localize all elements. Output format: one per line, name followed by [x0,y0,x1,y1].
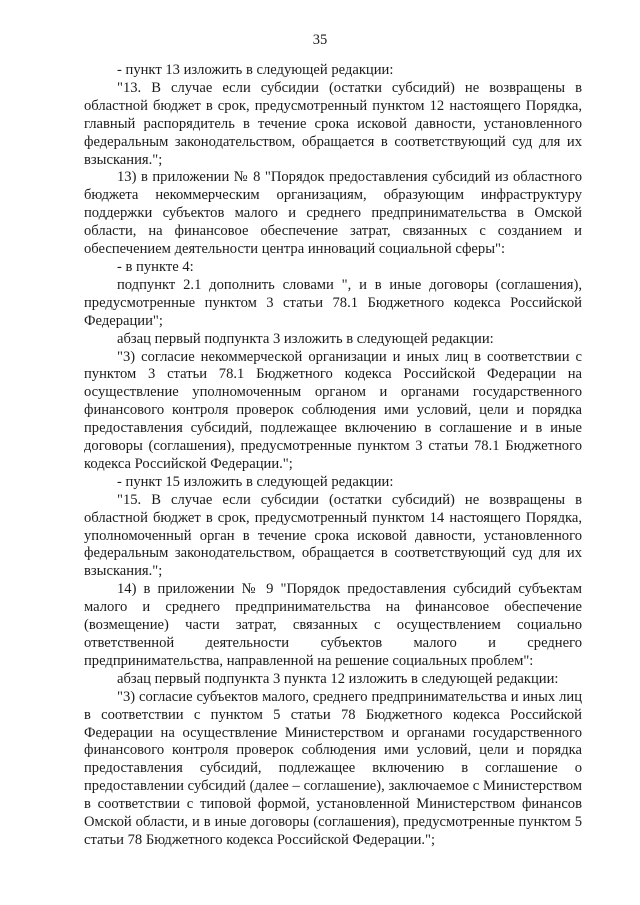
paragraph-item-15-text: "15. В случае если субсидии (остатки субсидий) не возвращены в областной бюджет в срок, предусмотренный пунктом 14 настоящего Порядка, уполномоченный орган в течение срока исковой давности, установленного федеральным законодательством, обращается в соответствующий суд для их взыскания."; [84,491,582,580]
paragraph-item-12-heading: абзац первый подпункта 3 пункта 12 изложить в следующей редакции: [117,670,559,687]
page-number: 35 [312,32,328,48]
paragraph-item-12-text: "3) согласие субъектов малого, среднего предпринимательства и иных лиц в соответствии с пунктом 5 статьи 78 Бюджетного кодекса Российской Федерации на осуществление Министерством и органами государственного финансового контроля проверок соблюдения ими условий, цели и порядка предоставления субсидий, подлежащее включению в соглашение о предоставлении субсидий (далее – соглашение), заключаемое с Министерством в соответствии с типовой формой, установленной Министерством финансов Омской области, и в иные договоры (соглашения), предусмотренные пунктом 5 статьи 78 Бюджетного кодекса Российской Федерации."; [84,688,582,848]
paragraph-item-15-heading: - пункт 15 изложить в следующей редакции: [117,473,394,490]
paragraph-subitem-2-1: подпункт 2.1 дополнить словами ", и в иные договоры (соглашения), предусмотренные пунктом 3 статьи 78.1 Бюджетного кодекса Российской Федерации"; [84,276,582,329]
paragraph-annex-9: 14) в приложении № 9 "Порядок предоставления субсидий субъектам малого и среднего предпринимательства на финансовое обеспечение (возмещение) части затрат, связанных с осуществлением социально ответственной деятельности субъектов малого и среднего предпринимательства, направленной на решение социальных проблем": [84,581,582,669]
paragraph-item-4-heading: - в пункте 4: [117,258,194,275]
paragraph-subitem-3-text: "3) согласие некоммерческой организации и иных лиц в соответствии с пунктом 3 статьи 78.1 Бюджетного кодекса Российской Федерации на осуществление уполномоченным органом и органами государственного финансового контроля проверок соблюдения ими условий, цели и порядка предоставления субсидий, подлежащее включению в соглашение и в иные договоры (соглашения), предусмотренные пунктом 3 статьи 78.1 Бюджетного кодекса Российской Федерации."; [84,348,582,472]
paragraph-annex-8: 13) в приложении № 8 "Порядок предоставления субсидий из областного бюджета некоммерческим организациям, образующим инфраструктуру поддержки субъектов малого и среднего предпринимательства в Омской области, на финансовое обеспечение затрат, связанных с созданием и обеспечением деятельности центра инноваций социальной сферы": [84,169,582,258]
document-body [84,62,582,850]
paragraph-item-13-heading: - пункт 13 изложить в следующей редакции: [117,62,394,78]
paragraph-item-13-text: "13. В случае если субсидии (остатки субсидий) не возвращены в областной бюджет в срок, предусмотренный пунктом 12 настоящего Порядка, главный распорядитель в течение срока исковой давности, установленного федеральным законодательством, обращается в соответствующий суд для их взыскания."; [84,79,582,168]
paragraph-subitem-3-heading: абзац первый подпункта 3 изложить в следующей редакции: [117,330,494,347]
